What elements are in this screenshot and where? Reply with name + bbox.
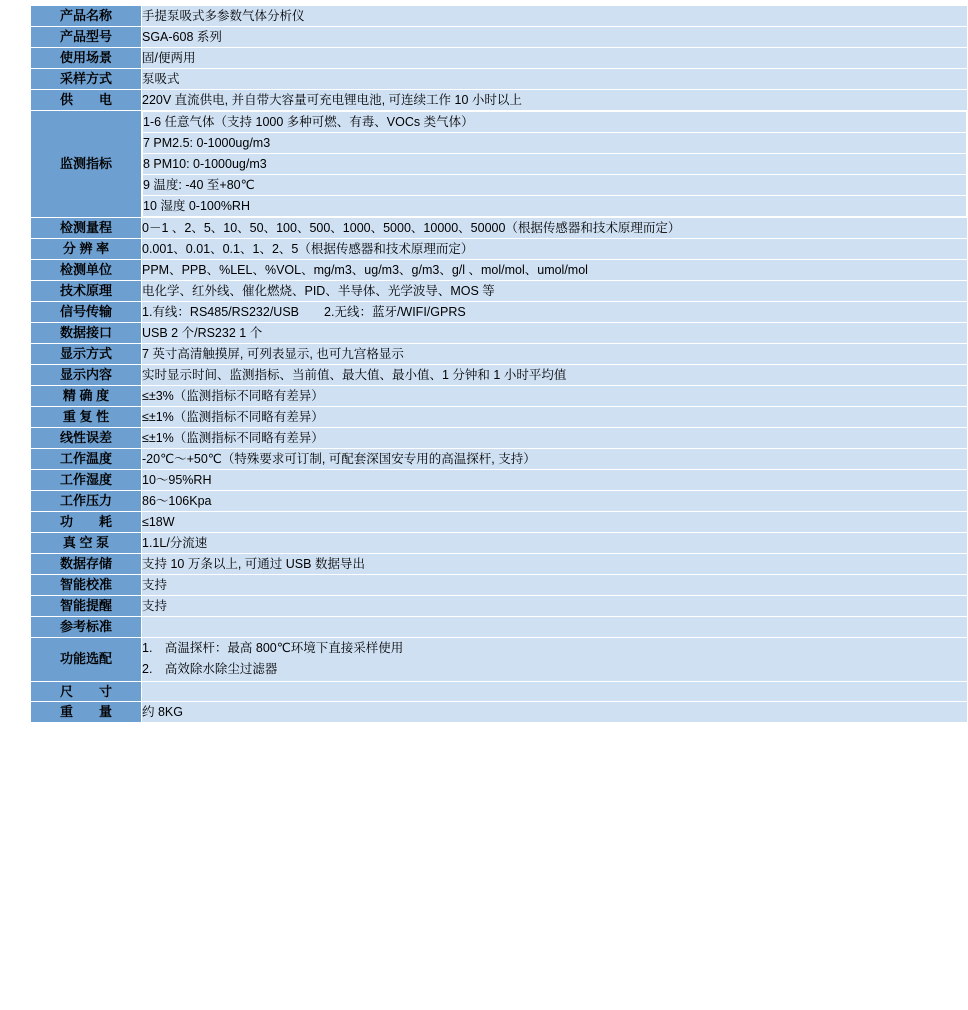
row-value: USB 2 个/RS232 1 个 xyxy=(142,323,968,344)
row-label: 尺 寸 xyxy=(31,681,142,702)
table-row xyxy=(31,428,968,449)
row-value: 7 英寸高清触摸屏, 可列表显示, 也可九宫格显示 xyxy=(142,344,968,365)
table-row xyxy=(31,575,968,596)
row-value: ≤±3%（监测指标不同略有差异） xyxy=(142,386,968,407)
row-value: 1.有线：RS485/RS232/USB 2.无线：蓝牙/WIFI/GPRS xyxy=(142,302,968,323)
table-row-optional-functions xyxy=(31,681,968,702)
row-label: 显示方式 xyxy=(31,344,142,365)
row-value: 手提泵吸式多参数气体分析仪 xyxy=(142,6,968,27)
table-row xyxy=(31,365,968,386)
table-row xyxy=(31,491,968,512)
row-value: ≤18W xyxy=(142,512,968,533)
table-row xyxy=(31,617,968,638)
standards-list xyxy=(142,638,967,681)
table-row xyxy=(31,6,968,27)
monitoring-indicator-list xyxy=(142,111,967,217)
table-row-reference-standards xyxy=(31,637,968,681)
indicator-text: 10 湿度 0-100%RH xyxy=(143,196,967,217)
row-value: 0.001、0.01、0.1、1、2、5（根据传感器和技术原理而定） xyxy=(142,239,968,260)
table-row xyxy=(31,69,968,90)
indicator-text: 1-6 任意气体（支持 1000 多种可燃、有毒、VOCs 类气体） xyxy=(143,112,967,133)
row-value: ≤±1%（监测指标不同略有差异） xyxy=(142,407,968,428)
row-label: 参考标准 xyxy=(31,617,142,638)
row-value: 86〜106Kpa xyxy=(142,491,968,512)
product-specification-table xyxy=(30,5,968,724)
row-label: 使用场景 xyxy=(31,48,142,69)
row-value xyxy=(142,723,968,724)
table-row xyxy=(31,48,968,69)
row-value: 支持 xyxy=(142,596,968,617)
row-value: 约 8KG xyxy=(142,702,968,723)
table-row xyxy=(31,554,968,575)
table-row xyxy=(31,260,968,281)
row-label: 智能提醒 xyxy=(31,596,142,617)
list-item xyxy=(143,133,967,154)
row-value: PPM、PPB、%LEL、%VOL、mg/m3、ug/m3、g/m3、g/l 、mol/mol、umol/mol xyxy=(142,260,968,281)
table-row-monitoring-indicators xyxy=(31,111,968,218)
list-item xyxy=(143,112,967,133)
list-item xyxy=(143,154,967,175)
row-value: 10〜95%RH xyxy=(142,470,968,491)
row-value: SGA-608 系列 xyxy=(142,27,968,48)
table-row xyxy=(31,449,968,470)
indicator-text: 7 PM2.5: 0-1000ug/m3 xyxy=(143,133,967,154)
table-row xyxy=(31,702,968,723)
table-row xyxy=(31,323,968,344)
row-value: 0－1 、2、5、10、50、100、500、1000、5000、10000、50000（根据传感器和技术原理而定） xyxy=(142,218,968,239)
row-value: 220V 直流供电, 并自带大容量可充电锂电池, 可连续工作 10 小时以上 xyxy=(142,90,968,111)
table-row xyxy=(31,533,968,554)
row-value: 实时显示时间、监测指标、当前值、最大值、最小值、1 分钟和 1 小时平均值 xyxy=(142,365,968,386)
row-label: 数据接口 xyxy=(31,323,142,344)
row-label: 功 耗 xyxy=(31,512,142,533)
table-row xyxy=(31,302,968,323)
row-label: 显示内容 xyxy=(31,365,142,386)
row-label: 工作压力 xyxy=(31,491,142,512)
row-label: 线性误差 xyxy=(31,428,142,449)
row-label: 监测指标 xyxy=(31,111,142,218)
row-label: 技术原理 xyxy=(31,281,142,302)
row-label: 供 电 xyxy=(31,90,142,111)
row-value: 支持 10 万条以上, 可通过 USB 数据导出 xyxy=(142,554,968,575)
row-label: 工作湿度 xyxy=(31,470,142,491)
row-value: 电化学、红外线、催化燃烧、PID、半导体、光学波导、MOS 等 xyxy=(142,281,968,302)
row-label: 精 确 度 xyxy=(31,386,142,407)
row-label xyxy=(31,723,142,724)
table-row xyxy=(31,386,968,407)
table-row xyxy=(31,470,968,491)
row-label: 智能校准 xyxy=(31,575,142,596)
table-row xyxy=(31,90,968,111)
row-label: 分 辨 率 xyxy=(31,239,142,260)
table-row xyxy=(31,281,968,302)
row-value: -20℃〜+50℃（特殊要求可订制, 可配套深国安专用的高温探杆, 支持） xyxy=(142,449,968,470)
row-label: 重 量 xyxy=(31,702,142,723)
row-label: 检测单位 xyxy=(31,260,142,281)
row-value: 固/便两用 xyxy=(142,48,968,69)
row-label: 工作温度 xyxy=(31,449,142,470)
standard-item: 2. 高效除水除尘过滤器 xyxy=(142,662,278,676)
indicator-text: 9 温度: -40 至+80℃ xyxy=(143,175,967,196)
row-value: 1.1L/分流速 xyxy=(142,533,968,554)
table-row xyxy=(31,407,968,428)
table-row xyxy=(31,27,968,48)
row-label: 产品型号 xyxy=(31,27,142,48)
row-value: 支持 xyxy=(142,575,968,596)
table-row xyxy=(31,512,968,533)
row-label: 重 复 性 xyxy=(31,407,142,428)
row-label: 检测量程 xyxy=(31,218,142,239)
row-label: 信号传输 xyxy=(31,302,142,323)
row-value-group xyxy=(142,637,968,681)
row-value-group xyxy=(142,681,968,702)
row-value-group xyxy=(142,111,968,218)
table-row xyxy=(31,344,968,365)
row-value xyxy=(142,617,968,638)
table-row xyxy=(31,239,968,260)
row-label: 产品名称 xyxy=(31,6,142,27)
list-item xyxy=(143,175,967,196)
row-label: 功能选配 xyxy=(31,637,142,681)
indicator-text: 8 PM10: 0-1000ug/m3 xyxy=(143,154,967,175)
table-row xyxy=(31,596,968,617)
standard-item: 1. 高温探杆：最高 800℃环境下直接采样使用 xyxy=(142,640,404,655)
row-label: 采样方式 xyxy=(31,69,142,90)
table-row xyxy=(31,723,968,724)
row-label: 真 空 泵 xyxy=(31,533,142,554)
list-item xyxy=(143,196,967,217)
row-value: 泵吸式 xyxy=(142,69,968,90)
table-row xyxy=(31,218,968,239)
row-value: ≤±1%（监测指标不同略有差异） xyxy=(142,428,968,449)
row-label: 数据存储 xyxy=(31,554,142,575)
